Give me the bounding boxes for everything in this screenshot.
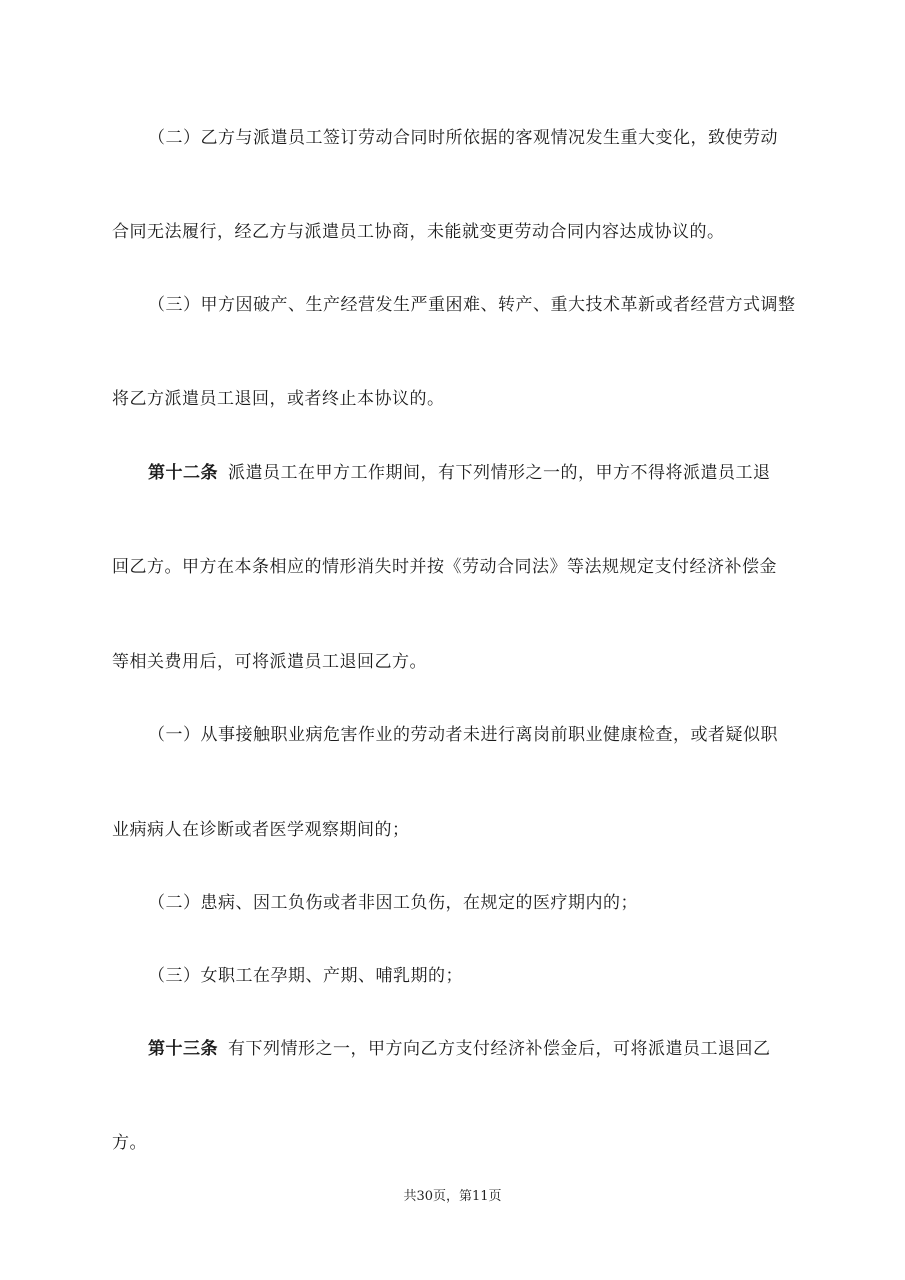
paragraph-line: 业病病人在诊断或者医学观察期间的； bbox=[112, 820, 410, 840]
paragraph-line: 等相关费用后，可将派遣员工退回乙方。 bbox=[112, 652, 427, 672]
page-footer: 共30页，第11页 bbox=[403, 1189, 502, 1204]
paragraph-line: （三）甲方因破产、生产经营发生严重困难、转产、重大技术革新或者经营方式调整 bbox=[148, 295, 796, 315]
paragraph-text: 有下列情形之一，甲方向乙方支付经济补偿金后，可将派遣员工退回乙 bbox=[228, 1039, 771, 1059]
paragraph-line: 回乙方。甲方在本条相应的情形消失时并按《劳动合同法》等法规规定支付经济补偿金 bbox=[112, 557, 777, 577]
article-number: 第十三条 bbox=[148, 1039, 218, 1059]
paragraph-line: 方。 bbox=[112, 1133, 147, 1153]
paragraph-line: （一）从事接触职业病危害作业的劳动者未进行离岗前职业健康检查，或者疑似职 bbox=[148, 725, 778, 745]
paragraph-line: （三）女职工在孕期、产期、哺乳期的； bbox=[148, 966, 463, 986]
paragraph-line: （二）患病、因工负伤或者非因工负伤，在规定的医疗期内的； bbox=[148, 893, 638, 913]
paragraph-line: 将乙方派遣员工退回，或者终止本协议的。 bbox=[112, 389, 445, 409]
article-13-heading-line bbox=[148, 1037, 771, 1061]
paragraph-text: 派遣员工在甲方工作期间，有下列情形之一的，甲方不得将派遣员工退 bbox=[228, 463, 771, 483]
paragraph-line: （二）乙方与派遣员工签订劳动合同时所依据的客观情况发生重大变化，致使劳动 bbox=[148, 128, 778, 148]
article-12-heading-line bbox=[148, 461, 771, 485]
article-number: 第十二条 bbox=[148, 463, 218, 483]
paragraph-line: 合同无法履行，经乙方与派遣员工协商，未能就变更劳动合同内容达成协议的。 bbox=[112, 222, 725, 242]
